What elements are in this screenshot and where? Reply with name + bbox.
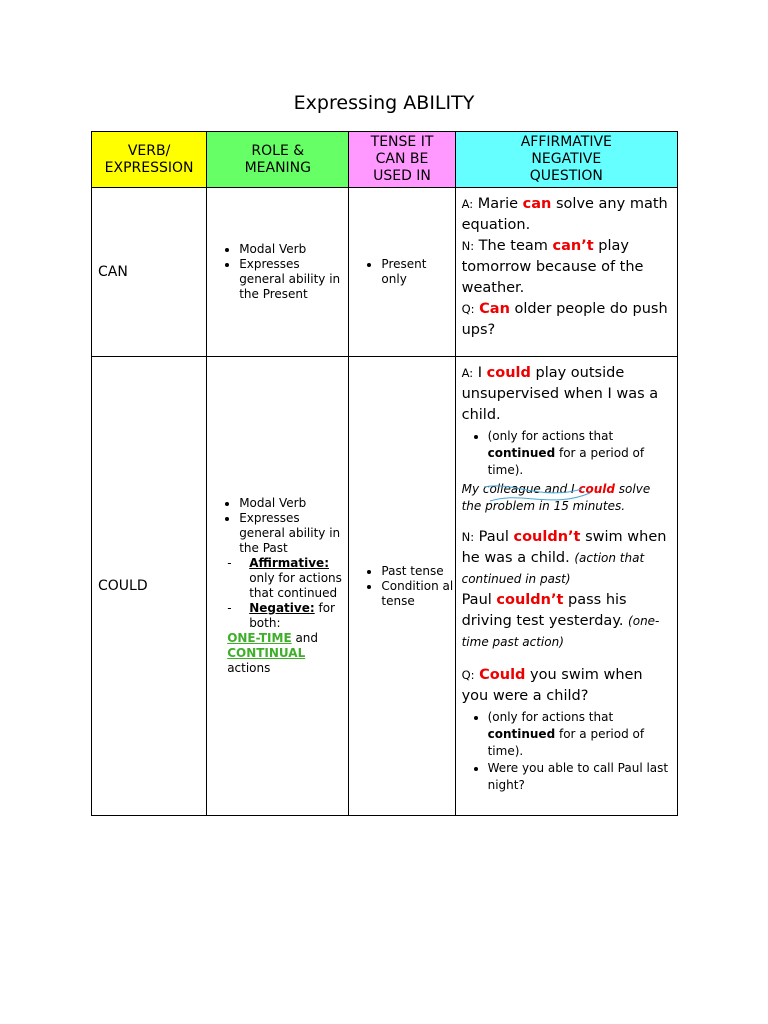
table-row-could <box>92 357 678 816</box>
example-question <box>462 299 671 341</box>
example-sentence <box>462 481 671 515</box>
text: The team <box>474 238 553 255</box>
keyword: couldn’t <box>496 592 564 609</box>
text: continued <box>487 446 556 461</box>
list-item: • Modal Verb <box>239 496 348 511</box>
table-row-can <box>92 188 678 357</box>
header-verb <box>92 132 207 188</box>
keyword: can <box>522 196 552 213</box>
text: (only for actions that <box>487 429 614 444</box>
label: Negative: <box>249 601 315 616</box>
text: older people do push ups? <box>461 301 668 339</box>
text: only for actions that continued <box>249 571 342 601</box>
text: play tomorrow because of the weather. <box>461 238 644 297</box>
text: for a period of time). <box>487 727 645 759</box>
example-question <box>462 665 671 707</box>
header-forms-line-2: NEGATIVE <box>531 151 602 168</box>
role-can <box>207 188 349 357</box>
tag-a: A: <box>461 366 474 381</box>
header-verb-line-2: EXPRESSION <box>104 159 194 176</box>
page-title: Expressing ABILITY <box>293 92 475 114</box>
note: (one-time past action) <box>461 614 660 650</box>
affirmative-notes <box>462 428 671 479</box>
header-forms-line-3: QUESTION <box>529 168 603 185</box>
note: (action that continued in past) <box>461 551 645 587</box>
role-could <box>207 357 349 816</box>
text: My colleague and I <box>461 482 579 497</box>
continual-label: CONTINUAL <box>227 646 306 661</box>
list-item: • Expresses general ability in the Present <box>239 257 348 302</box>
examples-could <box>455 357 677 816</box>
ability-table <box>91 131 678 816</box>
example-negative-2 <box>462 590 671 653</box>
verb-can: CAN <box>92 188 207 357</box>
text: solve any math equation. <box>461 196 668 234</box>
tag-n: N: <box>461 239 475 254</box>
text: I <box>473 365 487 382</box>
tag-a: A: <box>461 197 474 212</box>
keyword: Could <box>479 667 526 684</box>
example-affirmative <box>462 363 671 426</box>
keyword: can’t <box>552 238 594 255</box>
keyword: could <box>578 482 615 497</box>
tag-q: Q: <box>461 668 475 683</box>
verb-could: COULD <box>92 357 207 816</box>
list-item: • Expresses general ability in the Past <box>239 511 348 556</box>
header-role <box>207 132 349 188</box>
header-tense <box>349 132 455 188</box>
header-forms-line-1: AFFIRMATIVE <box>520 134 612 151</box>
text: you swim when you were a child? <box>461 667 643 705</box>
example-affirmative <box>462 194 671 236</box>
header-verb-line-1: VERB/ <box>127 142 171 159</box>
text: and <box>291 631 319 646</box>
list-item <box>227 556 348 601</box>
label: Affirmative: <box>249 556 329 571</box>
question-notes <box>462 709 671 794</box>
text: actions <box>227 661 271 676</box>
list-item: • Were you able to call Paul last night? <box>488 760 671 794</box>
keyword: could <box>486 365 531 382</box>
list-item <box>227 601 348 631</box>
keyword: Can <box>479 301 510 318</box>
list-item <box>488 428 671 479</box>
list-item: • Modal Verb <box>239 242 348 257</box>
text: continued <box>487 727 556 742</box>
text: Paul <box>474 529 514 546</box>
text: play outside unsupervised when I was a child. <box>461 365 659 424</box>
text: pass his driving test yesterday. <box>461 592 629 630</box>
list-item: • Condition al tense <box>381 579 454 609</box>
tense-can <box>349 188 455 357</box>
example-negative <box>462 527 671 590</box>
text: for a period of time). <box>487 446 645 478</box>
text: Marie <box>473 196 523 213</box>
header-tense-line-1: TENSE IT <box>370 134 434 151</box>
list-item: • Present only <box>381 257 454 287</box>
one-time-label: ONE-TIME <box>227 631 292 646</box>
tag-n: N: <box>461 530 475 545</box>
text: Paul <box>461 592 497 609</box>
tag-q: Q: <box>461 302 475 317</box>
header-tense-line-2: CAN BE <box>375 151 429 168</box>
role-tail <box>207 631 348 676</box>
text: for both: <box>249 601 335 631</box>
text: swim when he was a child. <box>461 529 667 567</box>
header-role-line-1: ROLE & <box>251 142 305 159</box>
list-item <box>488 709 671 760</box>
keyword: couldn’t <box>513 529 581 546</box>
tense-could <box>349 357 455 816</box>
examples-can <box>455 188 677 357</box>
example-negative <box>462 236 671 299</box>
header-row <box>92 132 678 188</box>
header-forms <box>455 132 677 188</box>
text: (only for actions that <box>487 710 614 725</box>
header-role-line-2: MEANING <box>244 159 312 176</box>
list-item: • Past tense <box>381 564 454 579</box>
header-tense-line-3: USED IN <box>373 168 431 185</box>
text: solve the problem in 15 minutes. <box>461 482 651 514</box>
